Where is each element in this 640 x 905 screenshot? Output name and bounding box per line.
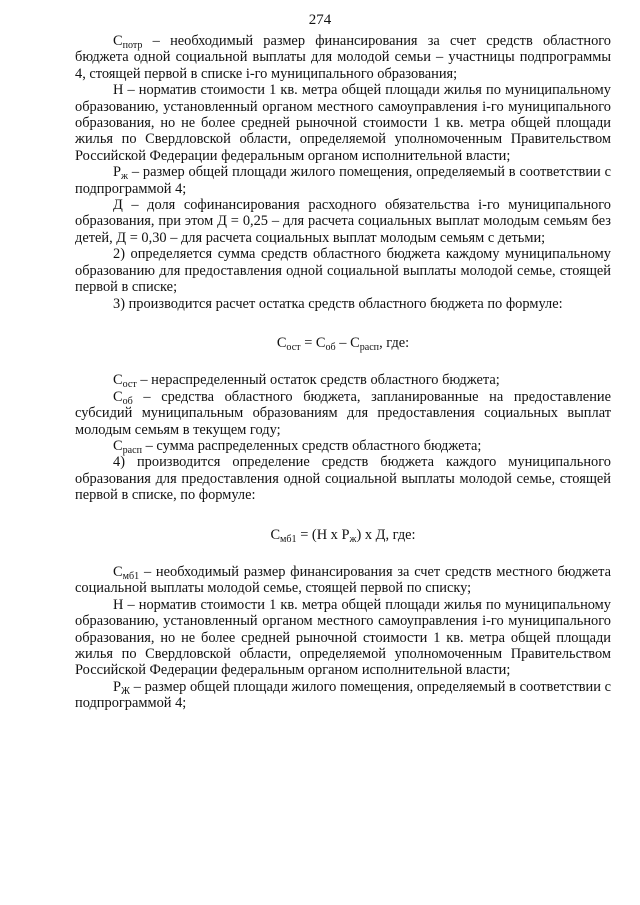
paragraph (75, 296, 611, 312)
paragraph-text: – нераспределенный остаток средств областного бюджета; (136, 372, 500, 389)
page-number: 274 (308, 12, 332, 28)
paragraph-text: – необходимый размер финансирования за счет средств областного бюджета одной социальной выплаты для молодой семьи – участницы подпрограммы 4, стоящей первой в списке i-го муниципального образования; (75, 33, 611, 82)
symbol-subscript: ост (122, 379, 137, 391)
paragraph (75, 438, 611, 454)
paragraph (75, 197, 611, 246)
symbol-subscript: об (122, 395, 133, 407)
formula-text: С (270, 526, 281, 543)
symbol-subscript: потр (122, 40, 143, 51)
paragraph (75, 372, 611, 391)
formula-text: ) х Д, где: (356, 526, 416, 543)
paragraph (75, 164, 611, 197)
paragraph (75, 246, 611, 295)
symbol-subscript: расп (122, 444, 142, 456)
formula-text: = (Н х Р (296, 526, 350, 543)
paragraph-text: – размер общей площади жилого помещения, определяемый в соответствии с подпрограммой 4; (75, 678, 611, 712)
paragraph-text: – средства областного бюджета, запланированные на предоставление субсидий муниципальным образованиям для предоставления социальных выплат молодым семьям в текущем году; (75, 388, 611, 438)
symbol: С (113, 563, 123, 580)
paragraph (75, 389, 611, 438)
formula (75, 335, 611, 351)
formula-subscript: ж (349, 533, 357, 545)
symbol: С (113, 33, 123, 49)
formula-subscript: расп (359, 341, 380, 353)
symbol-subscript: Ж (121, 685, 131, 697)
document-body (75, 33, 611, 712)
formula-subscript: об (325, 341, 336, 353)
symbol: Р (113, 164, 122, 181)
symbol-subscript: мб1 (122, 570, 140, 582)
paragraph-text: – необходимый размер финансирования за счет средств местного бюджета социальной выплаты молодой семье, стоящей первой по списку; (75, 563, 611, 597)
formula-subscript: ост (286, 341, 301, 353)
symbol: Р (113, 678, 122, 695)
paragraph-text: – размер общей площади жилого помещения, определяемый в соответствии с подпрограммой 4; (75, 164, 611, 197)
paragraph-text: 4) производится определение средств бюджета каждого муниципального образования для предоставления одной социальной выплаты молодой семье, стоящей первой в списке, по формуле: (75, 454, 611, 504)
paragraph (75, 564, 611, 597)
formula-text: С (276, 334, 287, 351)
formula-text: – С (335, 334, 360, 351)
formula-subscript: мб1 (280, 533, 297, 545)
paragraph (75, 454, 611, 503)
symbol: С (113, 437, 123, 454)
symbol: С (113, 372, 123, 389)
paragraph (75, 597, 611, 679)
paragraph (75, 33, 611, 82)
paragraph-text: Д – доля софинансирования расходного обязательства i-го муниципального образования, при этом Д = 0,25 – для расчета социальных выплат молодым семьям без детей, Д = 0,30 – для расчета социальных выплат молодым семьям с детьми; (75, 197, 611, 246)
paragraph-text: 2) определяется сумма средств областного бюджета каждому муниципальному образованию для предоставления одной социальной выплаты молодой семье, стоящей первой в списке; (75, 246, 611, 296)
paragraph-text: Н – норматив стоимости 1 кв. метра общей площади жилья по муниципальному образованию, установленный органом местного самоуправления i-го муниципального образования, но не более средней рыночной стоимости 1 кв. метра общей площади жилья по Свердловской области, определяемой уполномоченным Правительством Российской Федерации федеральным органом исполнительной власти; (75, 596, 611, 679)
symbol-subscript: ж (121, 171, 128, 183)
paragraph-text: – сумма распределенных средств областного бюджета; (142, 437, 482, 454)
paragraph-text: 3) производится расчет остатка средств областного бюджета по формуле: (113, 295, 563, 312)
formula-text: , где: (379, 334, 410, 351)
symbol: С (113, 388, 123, 405)
paragraph-text: Н – норматив стоимости 1 кв. метра общей площади жилья по муниципальному образованию, установленный органом местного самоуправления i-го муниципального образования, но не более средней рыночной стоимости 1 кв. метра общей площади жилья по Свердловской области, определяемой уполномоченным Правительством Российской Федерации федеральным органом исполнительной власти; (75, 82, 611, 164)
formula (75, 527, 611, 543)
paragraph (75, 82, 611, 164)
formula-text: = С (300, 334, 326, 351)
paragraph (75, 679, 611, 712)
